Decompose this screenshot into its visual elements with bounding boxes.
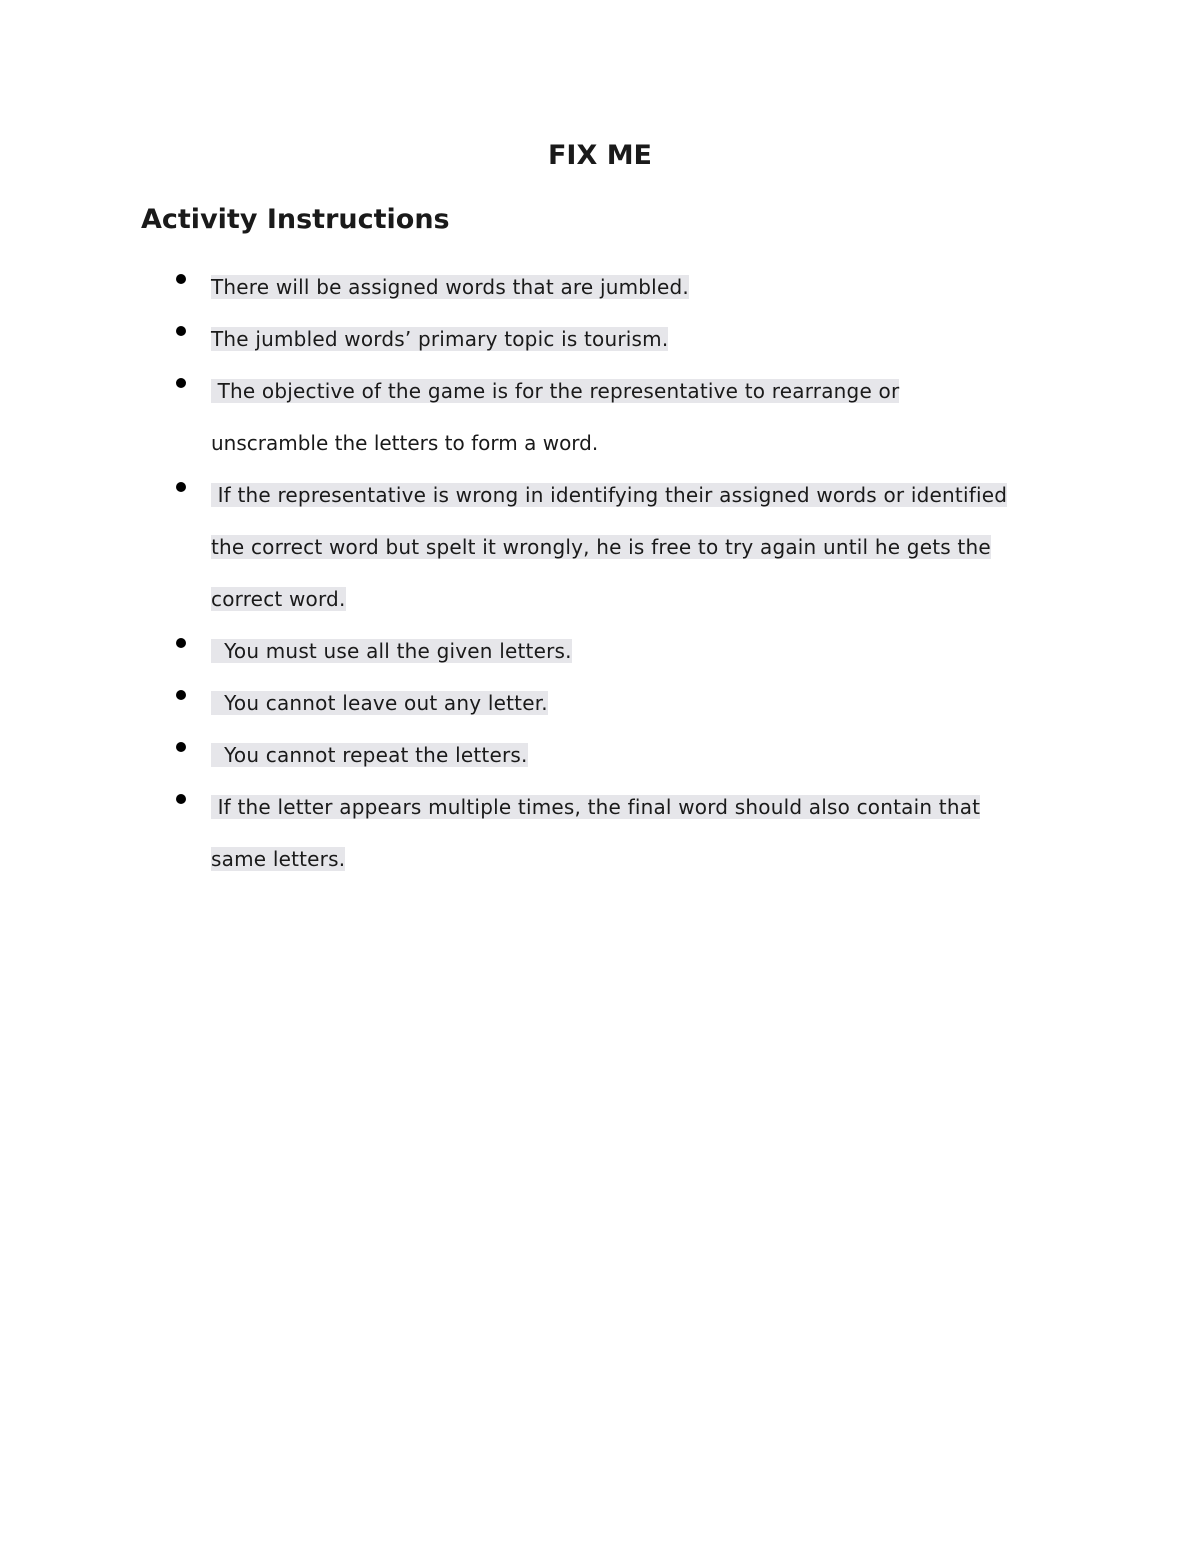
instruction-line: The jumbled words’ primary topic is tourism. <box>211 327 669 351</box>
bullet-icon <box>176 794 186 804</box>
bullet-icon <box>176 690 186 700</box>
instruction-line: the correct word but spelt it wrongly, he is free to try again until he gets the <box>211 535 991 559</box>
list-item <box>0 261 1071 313</box>
instruction-line: There will be assigned words that are jumbled. <box>211 275 689 299</box>
bullet-icon <box>176 742 186 752</box>
instruction-line: same letters. <box>211 847 346 871</box>
section-heading: Activity Instructions <box>141 204 450 235</box>
bullet-icon <box>176 378 186 388</box>
instruction-line: unscramble the letters to form a word. <box>211 431 599 455</box>
instruction-line: If the letter appears multiple times, the final word should also contain that <box>211 795 981 819</box>
instruction-line: correct word. <box>211 587 346 611</box>
list-item <box>0 677 1071 729</box>
list-item <box>0 365 1071 469</box>
instruction-line: You must use all the given letters. <box>211 639 572 663</box>
list-item <box>0 781 1071 885</box>
instruction-line: The objective of the game is for the representative to rearrange or <box>211 379 900 403</box>
instruction-list <box>0 265 1200 889</box>
bullet-icon <box>176 482 186 492</box>
document-title: FIX ME <box>547 140 653 171</box>
list-item <box>0 729 1071 781</box>
bullet-icon <box>176 326 186 336</box>
instruction-line: You cannot repeat the letters. <box>211 743 528 767</box>
instruction-line: You cannot leave out any letter. <box>211 691 548 715</box>
instruction-line: If the representative is wrong in identifying their assigned words or identified <box>211 483 1008 507</box>
list-item <box>0 313 1071 365</box>
list-item <box>0 625 1071 677</box>
list-item <box>0 469 1071 625</box>
bullet-icon <box>176 274 186 284</box>
bullet-icon <box>176 638 186 648</box>
